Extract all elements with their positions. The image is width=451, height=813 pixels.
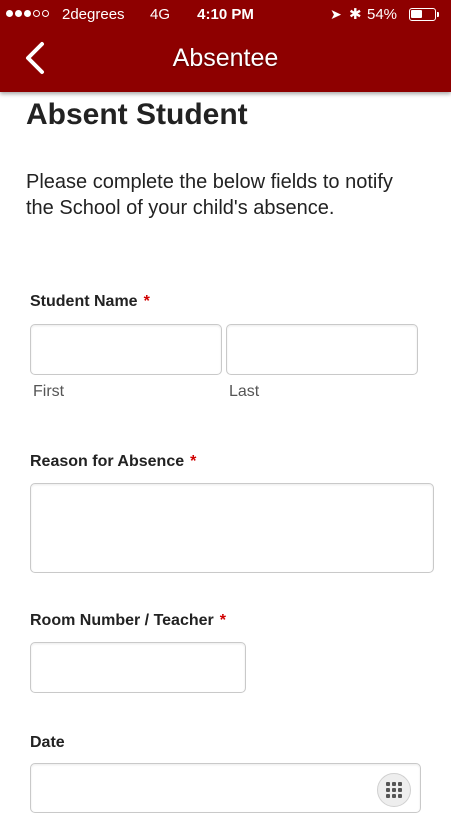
room-teacher-label: [30, 612, 226, 630]
status-time: 4:10 PM: [197, 6, 254, 23]
room-teacher-label-text: Room Number / Teacher: [30, 612, 214, 629]
location-arrow-icon: ➤: [330, 6, 342, 22]
required-asterisk: *: [190, 453, 197, 470]
first-name-input[interactable]: [30, 324, 222, 375]
battery-tip: [437, 12, 439, 17]
reason-textarea[interactable]: [30, 483, 434, 573]
reason-label-text: Reason for Absence: [30, 453, 185, 470]
date-label-text: Date: [30, 734, 65, 751]
battery-percent: 54%: [367, 6, 398, 23]
last-name-input[interactable]: [226, 324, 418, 375]
bluetooth-icon: ✱: [349, 6, 362, 23]
app-header: [0, 0, 451, 92]
nav-title: Absentee: [172, 44, 279, 72]
room-teacher-input[interactable]: [30, 642, 246, 693]
date-input[interactable]: [30, 763, 421, 813]
page-title: Absent Student: [26, 98, 248, 131]
required-asterisk: *: [143, 293, 150, 310]
battery-icon: [409, 8, 436, 21]
reason-label: [30, 453, 196, 471]
battery-fill: [411, 10, 422, 18]
student-name-label: [30, 293, 150, 311]
first-name-sublabel: First: [33, 383, 65, 400]
calendar-grid-icon[interactable]: [377, 773, 411, 807]
last-name-sublabel: Last: [229, 383, 260, 400]
student-name-label-text: Student Name: [30, 293, 138, 310]
status-bar: [0, 0, 451, 30]
intro-text: Please complete the below fields to notify the School of your child's absence.: [26, 171, 393, 219]
date-label: [30, 734, 65, 752]
carrier-name: 2degrees: [62, 6, 125, 23]
network-type: 4G: [150, 6, 171, 23]
required-asterisk: *: [219, 612, 226, 629]
calendar-grid-dots: [386, 782, 402, 798]
